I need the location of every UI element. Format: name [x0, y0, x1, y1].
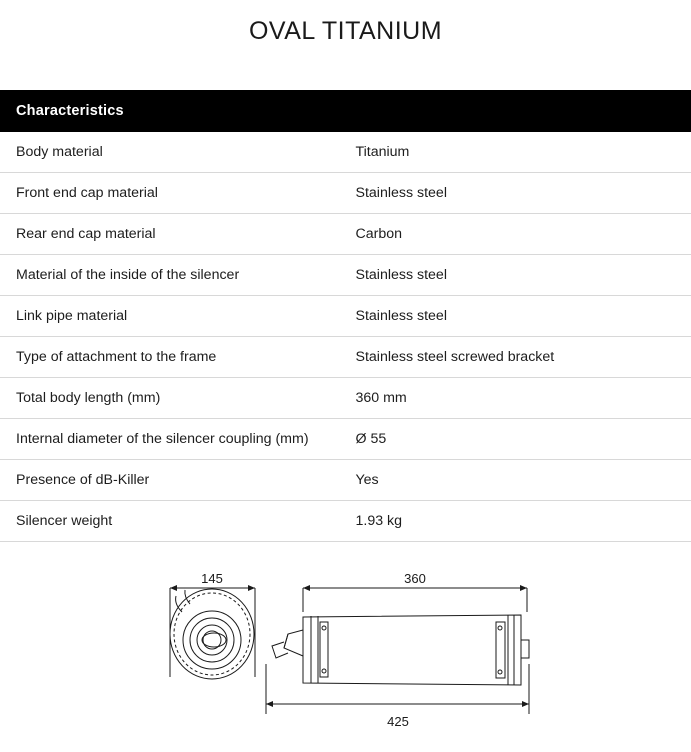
row-label: Link pipe material [0, 296, 346, 337]
row-label: Silencer weight [0, 501, 346, 542]
table-row [0, 501, 691, 542]
row-value: Ø 55 [346, 419, 691, 460]
body-length-label: 360 [404, 571, 426, 586]
total-length-dimension [266, 664, 529, 714]
row-value: Stainless steel [346, 255, 691, 296]
row-label: Front end cap material [0, 173, 346, 214]
table-row [0, 296, 691, 337]
row-label: Presence of dB-Killer [0, 460, 346, 501]
table-row [0, 214, 691, 255]
row-value: Carbon [346, 214, 691, 255]
table-row [0, 337, 691, 378]
page-title: OVAL TITANIUM [0, 0, 691, 46]
row-value: Stainless steel [346, 173, 691, 214]
table-row [0, 132, 691, 173]
table-header-row [0, 90, 691, 132]
row-value: Stainless steel [346, 296, 691, 337]
body-length-dimension [303, 585, 527, 612]
row-value: 1.93 kg [346, 501, 691, 542]
row-value: Yes [346, 460, 691, 501]
table-row [0, 173, 691, 214]
row-label: Body material [0, 132, 346, 173]
table-row [0, 419, 691, 460]
row-label: Internal diameter of the silencer coupling (mm) [0, 419, 346, 460]
technical-drawing [0, 552, 691, 752]
front-width-label: 145 [201, 571, 223, 586]
row-label: Type of attachment to the frame [0, 337, 346, 378]
characteristics-table [0, 90, 691, 542]
row-label: Total body length (mm) [0, 378, 346, 419]
table-row [0, 255, 691, 296]
table-row [0, 460, 691, 501]
row-label: Material of the inside of the silencer [0, 255, 346, 296]
row-value: Stainless steel screwed bracket [346, 337, 691, 378]
table-header-label: Characteristics [0, 90, 691, 132]
row-value: 360 mm [346, 378, 691, 419]
row-value: Titanium [346, 132, 691, 173]
table-row [0, 378, 691, 419]
row-label: Rear end cap material [0, 214, 346, 255]
table-body [0, 132, 691, 542]
total-length-label: 425 [387, 714, 409, 729]
